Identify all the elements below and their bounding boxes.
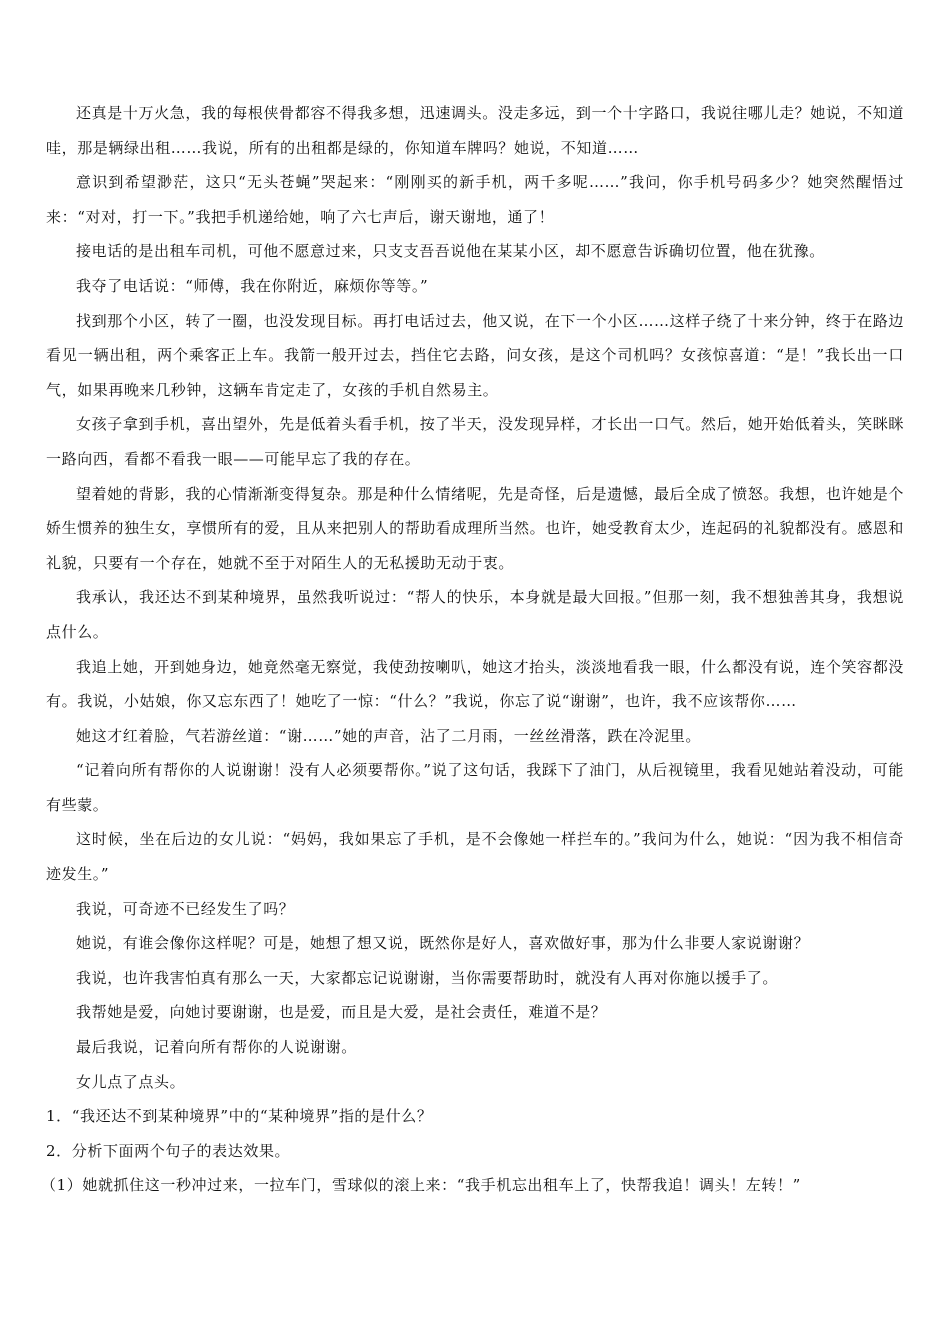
story-paragraph: 我帮她是爱，向她讨要谢谢，也是爱，而且是大爱，是社会责任，难道不是？ bbox=[76, 1003, 607, 1022]
story-paragraph: 女孩子拿到手机，喜出望外，先是低着头看手机，按了半天，没发现异样，才长出一口气。然后，她开始低着头，笑眯眯一路向西，看都不看我一眼——可能早忘了我的存在。 bbox=[46, 415, 904, 468]
sub-question-1: （1）她就抓住这一秒冲过来，一拉车门，雪球似的滚上来：“我手机忘出租车上了，快帮我追！调头！左转！” bbox=[41, 1176, 801, 1195]
questions bbox=[41, 1099, 904, 1203]
story-paragraph: 意识到希望渺茫，这只“无头苍蝇”哭起来：“刚刚买的新手机，两千多呢……”我问，你手机号码多少？她突然醒悟过来：“对对，打一下。”我把手机递给她，响了六七声后，谢天谢地，通了！ bbox=[46, 173, 904, 226]
story-paragraph: 我夺了电话说：“师傅，我在你附近，麻烦你等等。” bbox=[76, 276, 429, 295]
story-paragraph: 接电话的是出租车司机，可他不愿意过来，只支支吾吾说他在某某小区，却不愿意告诉确切位置，他在犹豫。 bbox=[76, 242, 825, 261]
story-paragraph: 望着她的背影，我的心情渐渐变得复杂。那是种什么情绪呢，先是奇怪，后是遗憾，最后全成了愤怒。我想，也许她是个娇生惯养的独生女，享惯所有的爱，且从来把别人的帮助看成理所当然。也许，她受教育太少，连起码的礼貌都没有。感恩和礼貌，只要有一个存在，她就不至于对陌生人的无私援助无动于衷。 bbox=[46, 484, 905, 572]
story-paragraph: “记着向所有帮你的人说谢谢！没有人必须要帮你。”说了这句话，我踩下了油门，从后视镜里，我看见她站着没动，可能有些蒙。 bbox=[46, 761, 904, 814]
story-paragraph: 我追上她，开到她身边，她竟然毫无察觉，我使劲按喇叭，她这才抬头，淡淡地看我一眼，什么都没有说，连个笑容都没有。我说，小姑娘，你又忘东西了！她吃了一惊：“什么？”我说，你忘了说“谢谢”，也许，我不应该帮你…… bbox=[46, 657, 904, 711]
question-2: 2．分析下面两个句子的表达效果。 bbox=[46, 1141, 291, 1160]
story-paragraph: 我承认，我还达不到某种境界，虽然我听说过：“帮人的快乐，本身就是最大回报。”但那一刻，我不想独善其身，我想说点什么。 bbox=[46, 588, 904, 641]
story-paragraph: 还真是十万火急，我的每根侠骨都容不得我多想，迅速调头。没走多远，到一个十字路口，我说往哪儿走？她说，不知道哇，那是辆绿出租……我说，所有的出租都是绿的，你知道车牌吗？她说，不知道…… bbox=[46, 104, 904, 157]
story-paragraph: 找到那个小区，转了一圈，也没发现目标。再打电话过去，他又说，在下一个小区……这样子绕了十来分钟，终于在路边看见一辆出租，两个乘客正上车。我箭一般开过去，挡住它去路，问女孩，是这个司机吗？女孩惊喜道：“是！”我长出一口气，如果再晚来几秒钟，这辆车肯定走了，女孩的手机自然易主。 bbox=[46, 311, 904, 399]
story-text bbox=[46, 96, 904, 1099]
story-paragraph: 这时候，坐在后边的女儿说：“妈妈，我如果忘了手机，是不会像她一样拦车的。”我问为什么，她说：“因为我不相信奇迹发生。” bbox=[46, 830, 904, 884]
story-paragraph: 她说，有谁会像你这样呢？可是，她想了想又说，既然你是好人，喜欢做好事，那为什么非要人家说谢谢？ bbox=[76, 934, 810, 953]
question-1: 1．“我还达不到某种境界”中的“某种境界”指的是什么？ bbox=[46, 1107, 433, 1126]
story-paragraph: 女儿点了点头。 bbox=[76, 1072, 186, 1091]
story-paragraph: 我说，也许我害怕真有那么一天，大家都忘记说谢谢，当你需要帮助时，就没有人再对你施以援手了。 bbox=[76, 968, 779, 987]
story-paragraph: 她这才红着脸，气若游丝道：“谢……”她的声音，沾了二月雨，一丝丝滑落，跌在冷泥里。 bbox=[76, 726, 701, 745]
story-paragraph: 最后我说，记着向所有帮你的人说谢谢。 bbox=[76, 1038, 357, 1057]
story-paragraph: 我说，可奇迹不已经发生了吗？ bbox=[76, 899, 295, 918]
